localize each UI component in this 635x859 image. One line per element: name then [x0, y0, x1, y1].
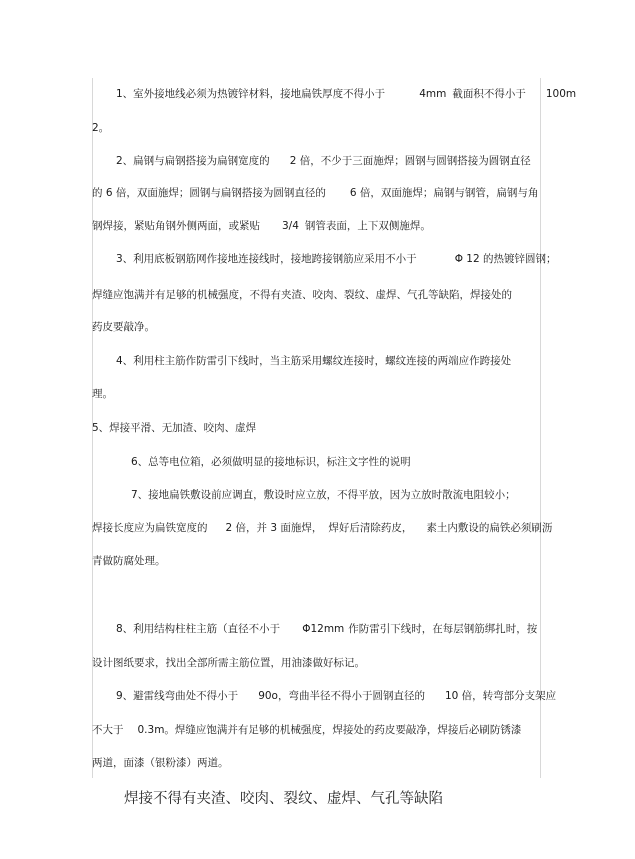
text-run: 钢焊接，紧贴角钢外侧两面，或紧贴 — [92, 220, 260, 232]
text-run: 100m — [545, 88, 577, 100]
text-run: 作防雷引下线时，在每层钢筋绑扎时，按 — [348, 623, 538, 635]
item-2-line-2 — [92, 186, 538, 200]
item-8-line-2 — [92, 656, 365, 670]
text-run: 2。 — [92, 122, 110, 134]
closing-statement: 焊接不得有夹渣、咬肉、裂纹、虚焊、气孔等缺陷 — [124, 791, 443, 807]
text-run: 截面积不得小于 — [452, 88, 526, 100]
text-run: 1、室外接地线必须为热镀锌材料，接地扁铁厚度不得小于 — [116, 88, 386, 100]
item-4-line-2 — [92, 387, 113, 401]
text-run: 设计图纸要求，找出全部所需主筋位置，用油漆做好标记。 — [92, 657, 365, 669]
item-6-line-1 — [131, 455, 411, 469]
text-run: 10 倍，转弯部分支架应 — [444, 690, 557, 702]
text-run: 不大于 — [92, 724, 124, 736]
text-run: 5、焊接平滑、无加渣、咬肉、虚焊 — [92, 422, 257, 434]
item-5-line-1 — [92, 421, 256, 435]
item-7-line-2 — [92, 521, 552, 535]
text-run: 8、利用结构柱柱主筋（直径不小于 — [116, 623, 281, 635]
item-4-line-1 — [116, 354, 511, 368]
item-1-line-1 — [116, 87, 576, 101]
text-run: 素土内敷设的扁铁必须刷沥 — [426, 522, 553, 534]
text-run: 9、避雷线弯曲处不得小于 — [116, 690, 239, 702]
text-run: 钢管表面，上下双侧施焊。 — [304, 220, 431, 232]
item-3-line-3 — [92, 320, 155, 334]
item-7-line-3 — [92, 554, 166, 568]
text-run: 0.3m。焊缝应饱满并有足够的机械强度，焊接处的药皮要敲净，焊接后必刷防锈漆 — [137, 724, 522, 736]
item-7-line-1 — [131, 488, 516, 502]
text-run: 90o，弯曲半径不得小于圆钢直径的 — [258, 690, 425, 702]
text-run: 的 6 倍，双面施焊；圆钢与扁钢搭接为圆钢直径的 — [92, 187, 326, 199]
item-9-line-3 — [92, 756, 229, 770]
item-2-line-1 — [116, 154, 531, 168]
text-run: 青做防腐处理。 — [92, 555, 166, 567]
item-3-line-2 — [92, 288, 512, 302]
text-run: 焊接长度应为扁铁宽度的 — [92, 522, 208, 534]
text-run: 4、利用柱主筋作防雷引下线时，当主筋采用螺纹连接时，螺纹连接的两端应作跨接处 — [116, 355, 512, 367]
text-run: 4mm — [419, 88, 447, 100]
text-run: 2 倍，并 3 面施焊， — [225, 522, 323, 534]
text-run: 理。 — [92, 388, 113, 400]
text-run: Φ12mm — [302, 623, 345, 635]
text-run: 2、扁钢与扁钢搭接为扁钢宽度的 — [116, 155, 270, 167]
text-run: 两道，面漆（银粉漆）两道。 — [92, 757, 229, 769]
item-3-line-1 — [116, 252, 557, 266]
item-8-line-1 — [116, 622, 537, 636]
text-run: 3、利用底板钢筋网作接地连接线时，接地跨接钢筋应采用不小于 — [116, 253, 417, 265]
text-run: 3/4 — [282, 220, 299, 232]
text-run: Φ 12 的热镀锌圆钢； — [454, 253, 557, 265]
text-run: 6、总等电位箱，必须做明显的接地标识，标注文字性的说明 — [131, 456, 411, 468]
page-frame-right — [540, 78, 541, 778]
text-run: 6 倍，双面施焊；扁钢与钢管，扁钢与角 — [349, 187, 539, 199]
item-9-line-2 — [92, 723, 521, 737]
text-run: 焊缝应饱满并有足够的机械强度，不得有夹渣、咬肉、裂纹、虚焊、气孔等缺陷，焊接处的 — [92, 289, 512, 301]
item-9-line-1 — [116, 689, 556, 703]
text-run: 2 倍，不少于三面施焊；圆钢与圆钢搭接为圆钢直径 — [289, 155, 531, 167]
item-2-line-3 — [92, 219, 431, 233]
text-run: 药皮要敲净。 — [92, 321, 155, 333]
text-run: 7、接地扁铁敷设前应调直，敷设时应立放，不得平放，因为立放时散流电阻较小； — [131, 489, 516, 501]
text-run: 焊好后清除药皮， — [328, 522, 413, 534]
item-1-line-2 — [92, 121, 109, 135]
